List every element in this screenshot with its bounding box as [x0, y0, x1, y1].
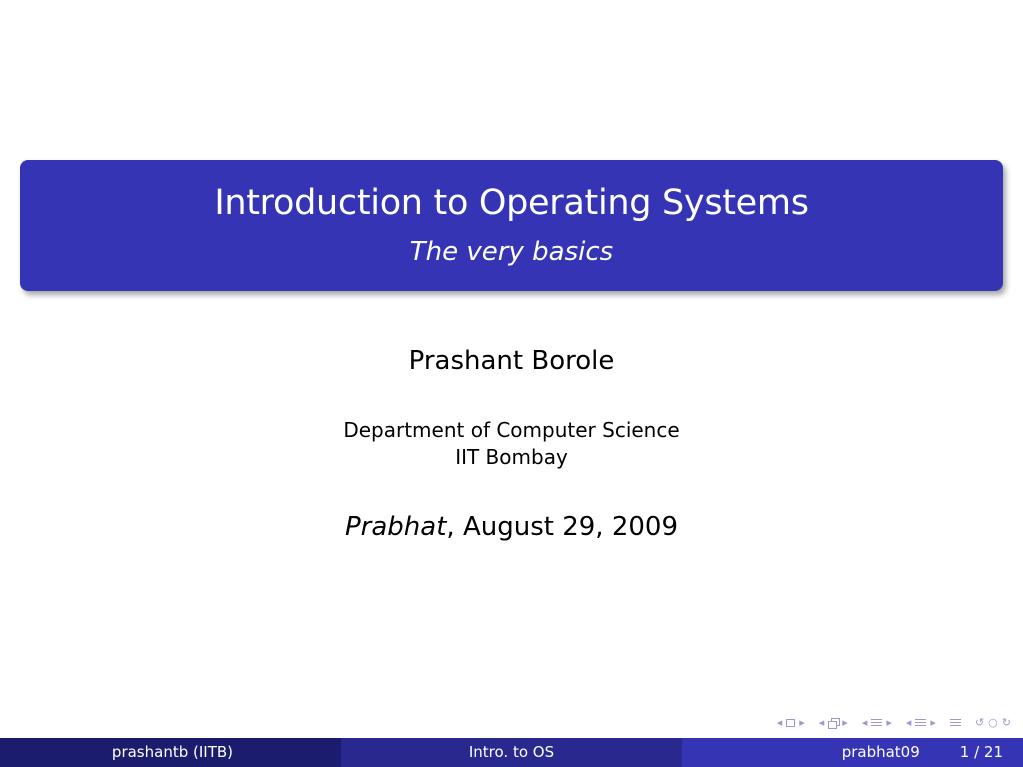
nav-tools-group	[973, 714, 1013, 732]
author-name: Prashant Borole	[408, 346, 615, 376]
nav-next-frame-icon[interactable]: ▸	[799, 716, 805, 729]
slide-title: Introduction to Operating Systems	[214, 183, 809, 223]
nav-forward-icon[interactable]: ↻	[1001, 716, 1011, 729]
nav-back-icon[interactable]: ↺	[974, 716, 985, 729]
nav-search-icon[interactable]: ○	[988, 716, 998, 729]
navigation-bar	[765, 714, 1013, 732]
date-event: Prabhat	[345, 512, 447, 542]
footer-author: prashantb (IITB)	[0, 738, 341, 767]
nav-prev-part-icon[interactable]: ◂	[905, 716, 912, 729]
nav-frame-icon[interactable]	[786, 719, 795, 727]
footer-page-number: 1 / 21	[959, 743, 1003, 761]
nav-prev-subsection-icon[interactable]: ◂	[818, 716, 825, 729]
nav-toc-group	[948, 718, 963, 728]
nav-prev-section-icon[interactable]: ◂	[861, 716, 868, 729]
nav-subsection-group	[817, 714, 850, 732]
footer-title: Intro. to OS	[341, 738, 682, 767]
nav-frame-group	[775, 714, 807, 732]
footer-right	[682, 738, 1023, 767]
nav-subsection-icon[interactable]	[828, 718, 838, 728]
title-box	[20, 160, 1003, 291]
date-text: , August 29, 2009	[446, 512, 678, 542]
nav-next-subsection-icon[interactable]: ▸	[842, 716, 848, 729]
institute-line-2: IIT Bombay	[455, 445, 568, 469]
nav-part-group	[904, 714, 938, 732]
nav-toc-icon[interactable]	[950, 718, 961, 728]
nav-prev-frame-icon[interactable]: ◂	[776, 716, 783, 729]
institute	[0, 417, 1023, 471]
date	[0, 510, 1023, 544]
nav-next-part-icon[interactable]: ▸	[930, 716, 936, 729]
slide-subtitle: The very basics	[409, 237, 614, 267]
nav-next-section-icon[interactable]: ▸	[886, 716, 892, 729]
nav-section-icon[interactable]	[871, 718, 882, 728]
nav-section-group	[860, 714, 894, 732]
footer-date: prabhat09	[841, 743, 920, 761]
institute-line-1: Department of Computer Science	[343, 418, 680, 442]
footer	[0, 738, 1023, 767]
nav-part-icon[interactable]	[915, 718, 926, 728]
